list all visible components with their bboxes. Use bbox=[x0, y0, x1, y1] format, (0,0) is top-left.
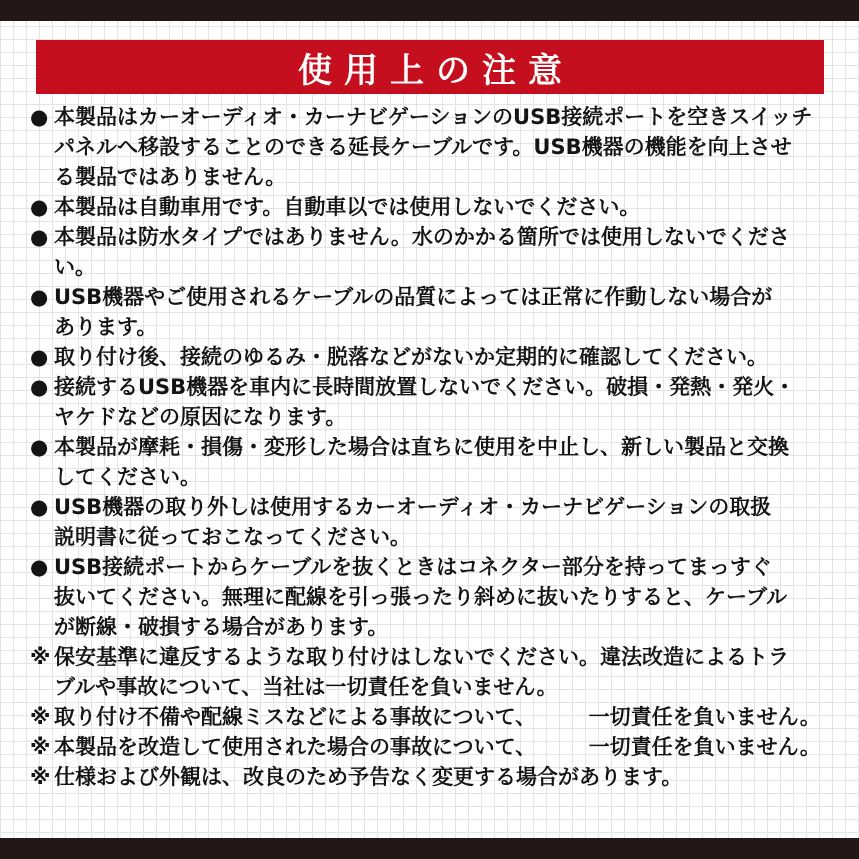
caution-text: 取り付け後、接続のゆるみ・脱落などがないか定期的に確認してください。 bbox=[54, 345, 768, 369]
caution-item-3 bbox=[30, 222, 838, 282]
title-banner bbox=[36, 40, 824, 94]
note-item-4 bbox=[30, 762, 838, 792]
note-text: 仕様および外観は、改良のため予告なく変更する場合があります。 bbox=[54, 765, 683, 789]
note-marker: ※ bbox=[30, 705, 51, 729]
bullet-marker: ● bbox=[30, 225, 49, 249]
bullet-marker: ● bbox=[30, 495, 49, 519]
caution-item-7 bbox=[30, 432, 838, 492]
top-frame-bar bbox=[0, 0, 859, 21]
caution-text: 本製品は自動車用です。自動車以では使用しないでください。 bbox=[54, 195, 641, 219]
caution-text: USB機器やご使用されるケーブルの品質によっては正常に作動しない場合が あります。 bbox=[54, 285, 773, 339]
bullet-marker: ● bbox=[30, 345, 49, 369]
caution-item-6 bbox=[30, 372, 838, 432]
caution-text: 本製品は防水タイプではありません。水のかかる箇所では使用しないでくださ い。 bbox=[54, 225, 790, 279]
note-item-2 bbox=[30, 702, 838, 732]
bullet-marker: ● bbox=[30, 195, 49, 219]
note-text: 取り付け不備や配線ミスなどによる事故について、 一切責任を負いません。 bbox=[54, 705, 821, 729]
caution-item-5 bbox=[30, 342, 838, 372]
caution-text: 本製品が摩耗・損傷・変形した場合は直ちに使用を中止し、新しい製品と交換 してください。 bbox=[54, 435, 789, 489]
bullet-marker: ● bbox=[30, 105, 49, 129]
note-marker: ※ bbox=[30, 765, 51, 789]
caution-item-1 bbox=[30, 102, 838, 192]
page-title: 使用上の注意 bbox=[298, 50, 574, 91]
note-item-3 bbox=[30, 732, 838, 762]
note-text: 本製品を改造して使用された場合の事故について、 一切責任を負いません。 bbox=[54, 735, 821, 759]
caution-text: USB機器の取り外しは使用するカーオーディオ・カーナビゲーションの取扱 説明書に従っておこなってください。 bbox=[54, 495, 772, 549]
caution-text: 本製品はカーオーディオ・カーナビゲーションのUSB接続ポートを空きスイッチ パネルへ移設することのできる延長ケーブルです。USB機器の機能を向上させ る製品ではありません。 bbox=[54, 105, 813, 189]
note-text: 保安基準に違反するような取り付けはしないでください。違法改造によるトラ ブルや事故について、当社は一切責任を負いません。 bbox=[54, 645, 789, 699]
bullet-marker: ● bbox=[30, 375, 49, 399]
bullet-marker: ● bbox=[30, 555, 49, 579]
caution-text: 接続するUSB機器を車内に長時間放置しないでください。破損・発熱・発火・ ヤケドなどの原因になります。 bbox=[54, 375, 796, 429]
bullet-marker: ● bbox=[30, 435, 49, 459]
caution-item-2 bbox=[30, 192, 838, 222]
note-item-1 bbox=[30, 642, 838, 702]
bullet-marker: ● bbox=[30, 285, 49, 309]
note-marker: ※ bbox=[30, 735, 51, 759]
caution-list bbox=[30, 102, 838, 792]
caution-item-4 bbox=[30, 282, 838, 342]
caution-item-8 bbox=[30, 492, 838, 552]
bottom-frame-bar bbox=[0, 838, 859, 859]
caution-item-9 bbox=[30, 552, 838, 642]
note-marker: ※ bbox=[30, 645, 51, 669]
caution-text: USB接続ポートからケーブルを抜くときはコネクター部分を持ってまっすぐ 抜いてください。無理に配線を引っ張ったり斜めに抜いたりすると、ケーブル が断線・破損する場合があります。 bbox=[54, 555, 788, 639]
